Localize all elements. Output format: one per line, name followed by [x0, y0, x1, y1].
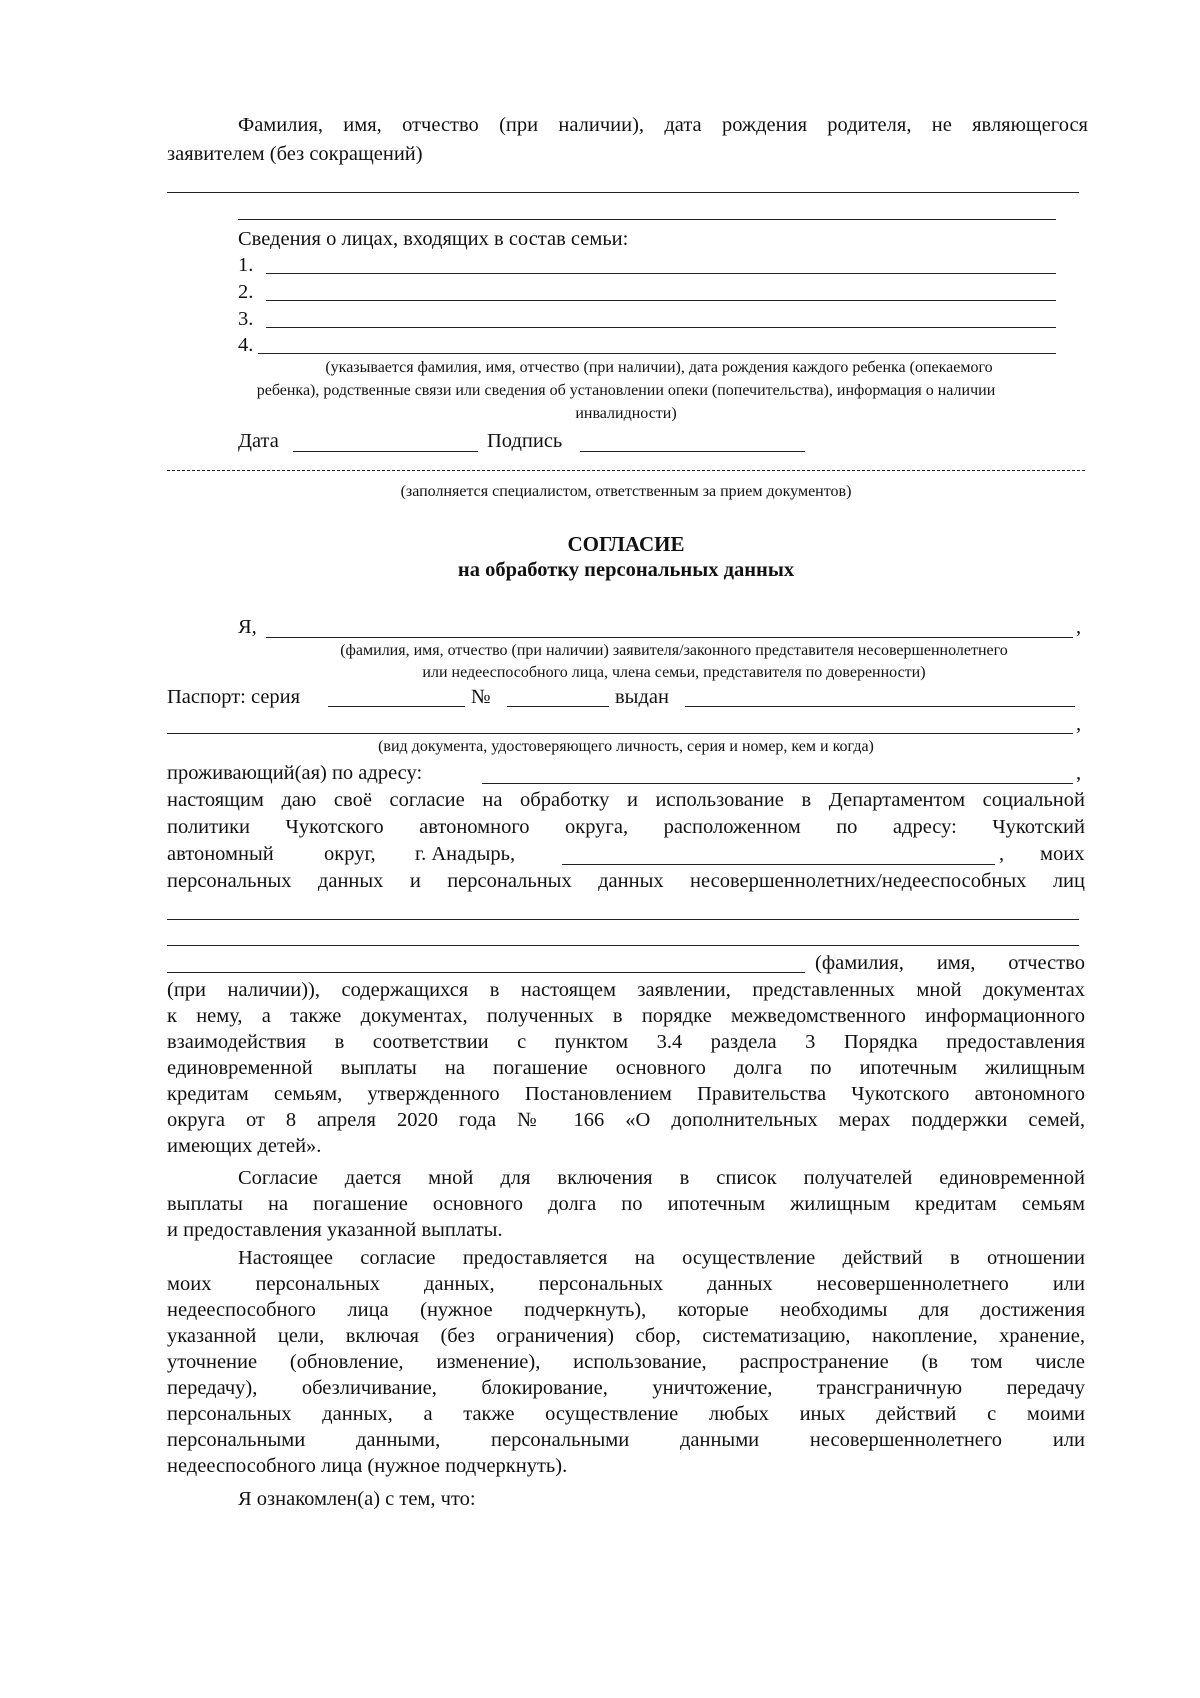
applicant-fio-field[interactable]	[266, 637, 1073, 638]
document-note: (вид документа, удостоверяющего личность, серия и номер, кем и когда)	[378, 738, 874, 755]
specialist-note: (заполняется специалистом, ответственным за прием документов)	[400, 483, 852, 500]
consent-paragraph1-word: г. Анадырь,	[415, 843, 516, 865]
address-field[interactable]	[482, 783, 1073, 784]
minors-fio-field-line1[interactable]	[167, 919, 1079, 920]
consent-paragraph1-word: округ,	[324, 843, 376, 865]
consent-title: СОГЛАСИЕ	[567, 532, 685, 556]
consent-paragraph2: (при наличии)), содержащихся в настоящем заявлении, представленных мной документах к нему, а также документах, полученных в порядке межведомственного информационного взаимодействия в соответствии с пунктом 3.4 раздела 3 Порядка предоставления единовременной выплаты на погашение основного долга по ипотечным жилищным кредитам семьям, утвержденного Постановлением Правительства Чукотского автономного округа от 8 апреля 2020 года № 166 «О дополнительных мерах поддержки семей, имеющих детей».	[167, 979, 1085, 1157]
address-label: проживающий(ая) по адресу:	[167, 762, 423, 784]
parent-fio-field-line1[interactable]	[167, 192, 1079, 193]
family-item-field[interactable]	[266, 327, 1056, 328]
consent-paragraph5: Я ознакомлен(а) с тем, что:	[238, 1488, 476, 1510]
passport-number-field[interactable]	[507, 706, 609, 707]
passport-issued-label: выдан	[615, 686, 669, 708]
consent-paragraph1-word: автономный	[167, 843, 274, 865]
consent-paragraph1-word: моих	[1040, 843, 1085, 865]
consent-subtitle: на обработку персональных данных	[457, 559, 795, 581]
comma: ,	[1076, 616, 1082, 638]
consent-paragraph1-line2: политики Чукотского автономного округа, расположенном по адресу: Чукотский	[167, 816, 1085, 838]
family-note-line3: инвалидности)	[575, 405, 677, 422]
family-item-number: 4.	[238, 334, 254, 356]
family-note-line1: (указывается фамилия, имя, отчество (при наличии), дата рождения каждого ребенка (опекаемого	[325, 359, 993, 376]
cut-line-divider	[167, 470, 1085, 471]
operator-address-field[interactable]	[562, 864, 995, 865]
family-item-field[interactable]	[266, 300, 1056, 301]
date-label: Дата	[238, 430, 279, 452]
comma: ,	[1076, 713, 1082, 735]
consent-paragraph1-line1: настоящим даю своё согласие на обработку и использование в Департаментом социальной	[167, 789, 1085, 811]
parent-fio-label-line2: заявителем (без сокращений)	[167, 143, 423, 165]
minors-fio-note: (фамилия, имя, отчество	[815, 952, 1085, 974]
comma: ,	[999, 843, 1005, 865]
passport-issued-field[interactable]	[685, 706, 1075, 707]
family-item-field[interactable]	[258, 353, 1056, 354]
minors-fio-field-line3[interactable]	[167, 972, 805, 973]
signature-field[interactable]	[580, 451, 805, 452]
passport-number-label: №	[471, 686, 491, 708]
parent-fio-field-line2[interactable]	[238, 219, 1056, 220]
consent-paragraph3: Согласие дается мной для включения в список получателей единовременной выплаты на погашение основного долга по ипотечным жилищным кредитам семьям и предоставления указанной выплаты.	[167, 1167, 1085, 1241]
passport-series-field[interactable]	[328, 706, 465, 707]
applicant-fio-note-line2: или недееспособного лица, члена семьи, представителя по доверенности)	[422, 664, 926, 681]
family-item-number: 3.	[238, 308, 254, 330]
family-item-field[interactable]	[266, 273, 1056, 274]
family-note-line2: ребенка), родственные связи или сведения об установлении опеки (попечительства), информация о наличии	[256, 382, 996, 399]
family-heading: Сведения о лицах, входящих в состав семьи:	[238, 228, 629, 250]
consent-paragraph1-line4: персональных данных и персональных данных несовершеннолетних/недееспособных лиц	[167, 870, 1085, 892]
family-item-number: 2.	[238, 281, 254, 303]
comma: ,	[1076, 762, 1082, 784]
consent-paragraph4: Настоящее согласие предоставляется на осуществление действий в отношении моих персональных данных, персональных данных несовершеннолетнего или недееспособного лица (нужное подчеркнуть), которые необходимы для достижения указанной цели, включая (без ограничения) сбор, систематизацию, накопление, хранение, уточнение (обновление, изменение), использование, распространение (в том числе передачу), обезличивание, блокирование, уничтожение, трансграничную передачу персональных данных, а также осуществление любых иных действий с моими персональными данными, персональными данными несовершеннолетнего или недееспособного лица (нужное подчеркнуть).	[167, 1247, 1085, 1477]
ya-label: Я,	[238, 616, 257, 638]
date-field[interactable]	[293, 451, 478, 452]
minors-fio-field-line2[interactable]	[167, 945, 1079, 946]
document-field[interactable]	[167, 733, 1073, 734]
parent-fio-label-line1: Фамилия, имя, отчество (при наличии), дата рождения родителя, не являющегося	[238, 114, 1088, 136]
passport-series-label: Паспорт: серия	[167, 686, 301, 708]
signature-label: Подпись	[487, 430, 563, 452]
family-item-number: 1.	[238, 254, 254, 276]
applicant-fio-note-line1: (фамилия, имя, отчество (при наличии) заявителя/законного представителя несовершеннолетнего	[340, 642, 1008, 659]
